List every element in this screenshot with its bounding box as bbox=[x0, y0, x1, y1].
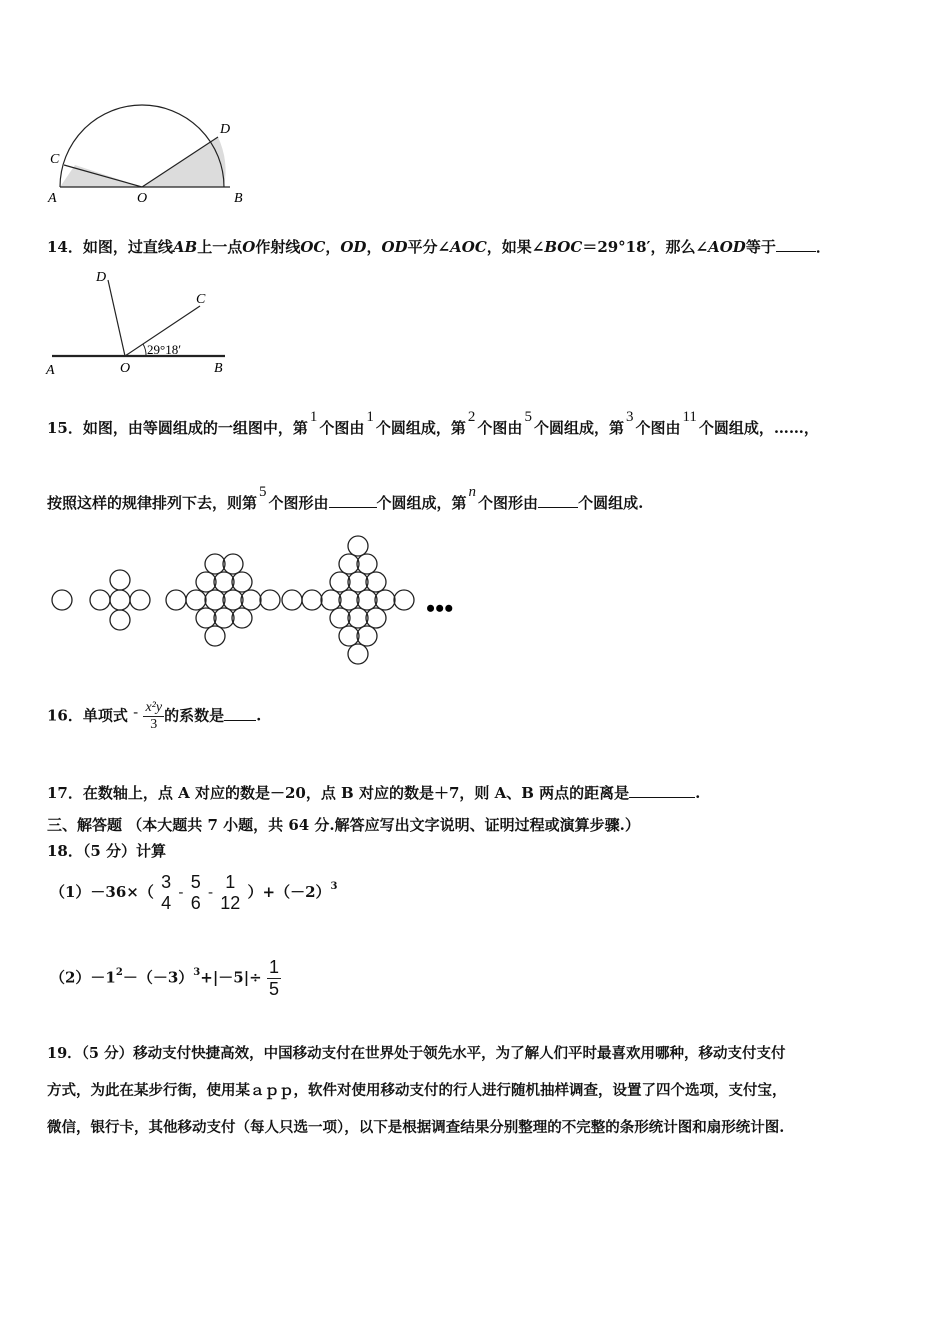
question-14 bbox=[47, 236, 831, 257]
q14-var: OD bbox=[340, 238, 367, 256]
label-A: A bbox=[46, 363, 55, 377]
q18-p2-text: +|－5|÷ bbox=[200, 968, 262, 987]
q15-text: 按照这样的规律排列下去，则第 bbox=[47, 494, 258, 512]
q16-end: . bbox=[256, 706, 262, 725]
q14-var: BOC bbox=[544, 238, 583, 256]
q15-number-sup: 5 bbox=[524, 409, 532, 425]
q14-var: AOC bbox=[450, 238, 487, 256]
q14-text: 上一点 bbox=[197, 238, 243, 256]
label-O: O bbox=[120, 361, 131, 376]
question-19-line-3 bbox=[47, 1116, 784, 1137]
fraction-3-4 bbox=[159, 872, 173, 914]
question-16 bbox=[47, 700, 261, 733]
q14-var: OC bbox=[300, 238, 326, 256]
q15-number-sup: 1 bbox=[366, 409, 374, 425]
numerator: 1 bbox=[268, 957, 279, 977]
semicircle-figure bbox=[40, 95, 260, 210]
question-19-line-2 bbox=[47, 1079, 787, 1100]
question-15-line-2 bbox=[47, 484, 644, 513]
q14-var: AB bbox=[172, 238, 198, 256]
answer-blank bbox=[629, 785, 695, 798]
exponent: 3 bbox=[193, 966, 201, 978]
q16-text: 的系数是 bbox=[164, 706, 225, 725]
q18-p1-text: ）+（－2） bbox=[247, 883, 331, 901]
q14-end: ． bbox=[815, 238, 831, 256]
q15-number-sup: 2 bbox=[467, 409, 476, 425]
answer-blank bbox=[538, 495, 578, 508]
q18-text: 18．（5 分）计算 bbox=[47, 842, 167, 860]
q19-text: 19．（5 分）移动支付快捷高效，中国移动支付在世界处于领先水平，为了解人们平时最喜欢用哪种，移动支付支付 bbox=[47, 1045, 786, 1062]
q14-var: O bbox=[242, 238, 256, 256]
q15-number-sup: 5 bbox=[259, 484, 267, 500]
q14-text: 等于 bbox=[745, 238, 776, 256]
label-C: C bbox=[50, 152, 60, 167]
question-18-head bbox=[47, 840, 166, 861]
denominator: 12 bbox=[220, 893, 241, 913]
q14-text: ， bbox=[325, 238, 341, 256]
question-15-line-1 bbox=[47, 409, 819, 438]
q14-text: ， bbox=[366, 238, 382, 256]
q14-var: OD bbox=[381, 238, 408, 256]
label-B: B bbox=[234, 191, 243, 206]
label-B: B bbox=[214, 361, 223, 376]
minus-sign: - bbox=[207, 883, 214, 901]
q16-number: 16． bbox=[47, 706, 83, 725]
angle-figure bbox=[40, 262, 240, 377]
q15-number-sup: 1 bbox=[309, 409, 318, 425]
label-O: O bbox=[137, 191, 148, 206]
q15-text: 个图由 bbox=[477, 419, 523, 437]
q15-number-sup: 11 bbox=[682, 409, 697, 425]
q15-text: 个圆组成，……， bbox=[698, 419, 819, 437]
q14-text: 平分∠ bbox=[407, 238, 451, 256]
q15-text: 如图，由等圆组成的一组图中，第 bbox=[82, 419, 308, 437]
q14-number: 14． bbox=[47, 238, 83, 256]
answer-blank bbox=[224, 708, 256, 721]
q18-part-2 bbox=[50, 957, 281, 1000]
section-title-text: 三、解答题 （本大题共 7 小题，共 64 分.解答应写出文字说明、证明过程或演算步骤.） bbox=[47, 816, 640, 834]
answer-blank bbox=[329, 495, 377, 508]
fraction-5-6 bbox=[189, 872, 203, 914]
q16-numerator: x²y bbox=[145, 700, 163, 715]
fraction-1-12 bbox=[218, 872, 242, 914]
numerator: 3 bbox=[161, 872, 172, 892]
denominator: 4 bbox=[161, 893, 172, 913]
label-D: D bbox=[220, 122, 231, 137]
label-D: D bbox=[96, 270, 107, 285]
denominator: 5 bbox=[268, 979, 279, 999]
q14-text: ＝29°18′，那么∠ bbox=[582, 238, 709, 256]
section-3-title bbox=[47, 814, 640, 835]
q19-text: 微信，银行卡，其他移动支付（每人只选一项），以下是根据调查结果分别整理的不完整的条形统计图和扇形统计图. bbox=[47, 1119, 785, 1136]
q15-number-sup: 3 bbox=[625, 409, 634, 425]
q14-text: ，如果∠ bbox=[486, 238, 545, 256]
q14-text: 作射线 bbox=[255, 238, 301, 256]
answer-blank bbox=[776, 239, 816, 252]
q15-text: 个圆组成，第 bbox=[533, 419, 624, 437]
fraction-1-5 bbox=[267, 957, 281, 1000]
q15-text: 个圆组成，第 bbox=[375, 419, 466, 437]
q17-end: . bbox=[695, 784, 701, 802]
q14-var: AOD bbox=[708, 238, 746, 256]
exponent: 3 bbox=[330, 881, 338, 892]
q18-part-1 bbox=[50, 872, 338, 914]
q15-text: 个圆组成. bbox=[578, 494, 644, 512]
q18-p2-text: （2）－1 bbox=[50, 968, 116, 987]
q15-number-sup: n bbox=[468, 484, 477, 500]
q16-denominator: 3 bbox=[143, 716, 164, 733]
label-C: C bbox=[196, 292, 206, 307]
q19-text: 方式，为此在某步行街，使用某ａｐｐ，软件对使用移动支付的行人进行随机抽样调查，设置了四个选项，支付宝， bbox=[47, 1082, 787, 1099]
q15-text: 个图由 bbox=[319, 419, 365, 437]
q15-text: 个图形由 bbox=[268, 494, 329, 512]
denominator: 6 bbox=[190, 893, 201, 913]
minus-sign: - bbox=[178, 883, 184, 901]
q16-fraction bbox=[143, 700, 164, 733]
q16-text: 单项式 bbox=[82, 706, 128, 725]
numerator: 5 bbox=[190, 872, 201, 892]
numerator: 1 bbox=[225, 872, 236, 892]
angle-label: 29°18′ bbox=[147, 342, 182, 357]
exponent: 2 bbox=[115, 966, 123, 978]
q15-text: 个图由 bbox=[635, 419, 681, 437]
q15-number: 15． bbox=[47, 419, 83, 437]
question-17 bbox=[47, 782, 700, 803]
circle-pattern-figure bbox=[40, 530, 480, 670]
q15-text: 个图形由 bbox=[478, 494, 539, 512]
question-19-line-1 bbox=[47, 1042, 786, 1063]
q15-text: 个圆组成，第 bbox=[376, 494, 467, 512]
q17-text: 17．在数轴上，点 A 对应的数是－20，点 B 对应的数是＋7，则 A、B 两点的距离是 bbox=[47, 784, 630, 802]
q16-minus: - bbox=[133, 702, 139, 721]
q14-text: 如图，过直线 bbox=[82, 238, 173, 256]
q18-p2-text: －（－3） bbox=[122, 968, 194, 987]
q18-p1-text: （1）－36×（ bbox=[50, 883, 154, 901]
label-A: A bbox=[48, 191, 57, 206]
ellipsis-dots: ••• bbox=[426, 594, 454, 623]
